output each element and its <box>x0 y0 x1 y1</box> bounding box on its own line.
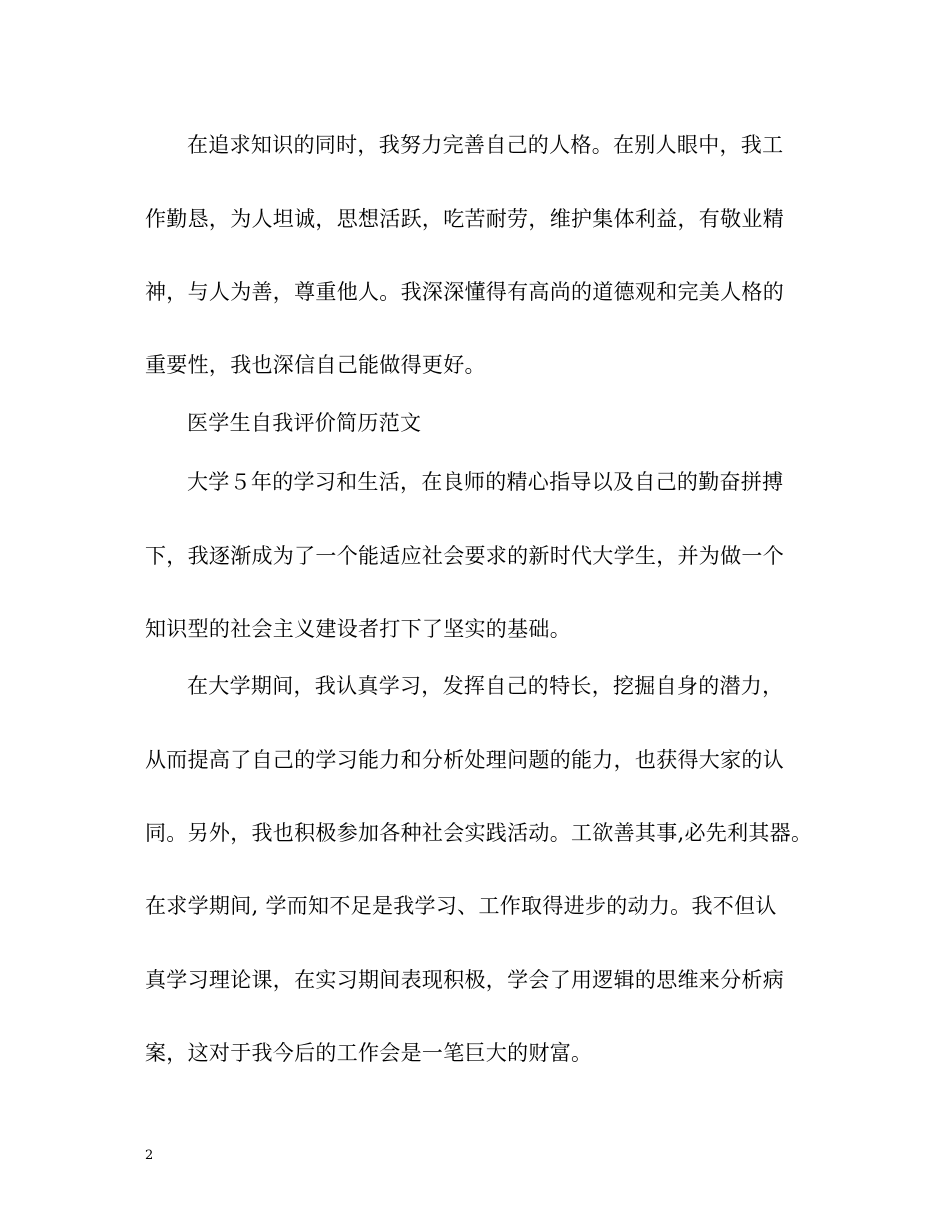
paragraph-line: 同。另外，我也积极参加各种社会实践活动。工欲善其事,必先利其器。 <box>145 821 813 845</box>
paragraph-line: 在大学期间，我认真学习，发挥自己的特长，挖掘自身的潜力， <box>187 674 784 698</box>
paragraph-line: 在追求知识的同时，我努力完善自己的人格。在别人眼中，我工 <box>187 133 784 157</box>
paragraph-line: 重要性，我也深信自己能做得更好。 <box>145 353 486 377</box>
paragraph-line: 大学５年的学习和生活，在良师的精心指导以及自己的勤奋拼搏 <box>187 470 784 494</box>
paragraph-line: 神，与人为善，尊重他人。我深深懂得有高尚的道德观和完美人格的 <box>145 280 784 304</box>
page-number: 2 <box>145 1148 154 1163</box>
section-heading: 医学生自我评价简历范文 <box>187 411 422 435</box>
paragraph-line: 知识型的社会主义建设者打下了坚实的基础。 <box>145 617 571 641</box>
paragraph-line: 作勤恳，为人坦诚，思想活跃，吃苦耐劳，维护集体利益，有敬业精 <box>145 207 784 231</box>
paragraph-line: 真学习理论课，在实习期间表现积极，学会了用逻辑的思维来分析病 <box>145 968 784 992</box>
paragraph-line: 案，这对于我今后的工作会是一笔巨大的财富。 <box>145 1041 593 1065</box>
paragraph-line: 下，我逐渐成为了一个能适应社会要求的新时代大学生，并为做一个 <box>145 544 784 568</box>
paragraph-line: 在求学期间, 学而知不足是我学习、工作取得进步的动力。我不但认 <box>145 894 777 918</box>
paragraph-line: 从而提高了自己的学习能力和分析处理问题的能力，也获得大家的认 <box>145 748 784 772</box>
